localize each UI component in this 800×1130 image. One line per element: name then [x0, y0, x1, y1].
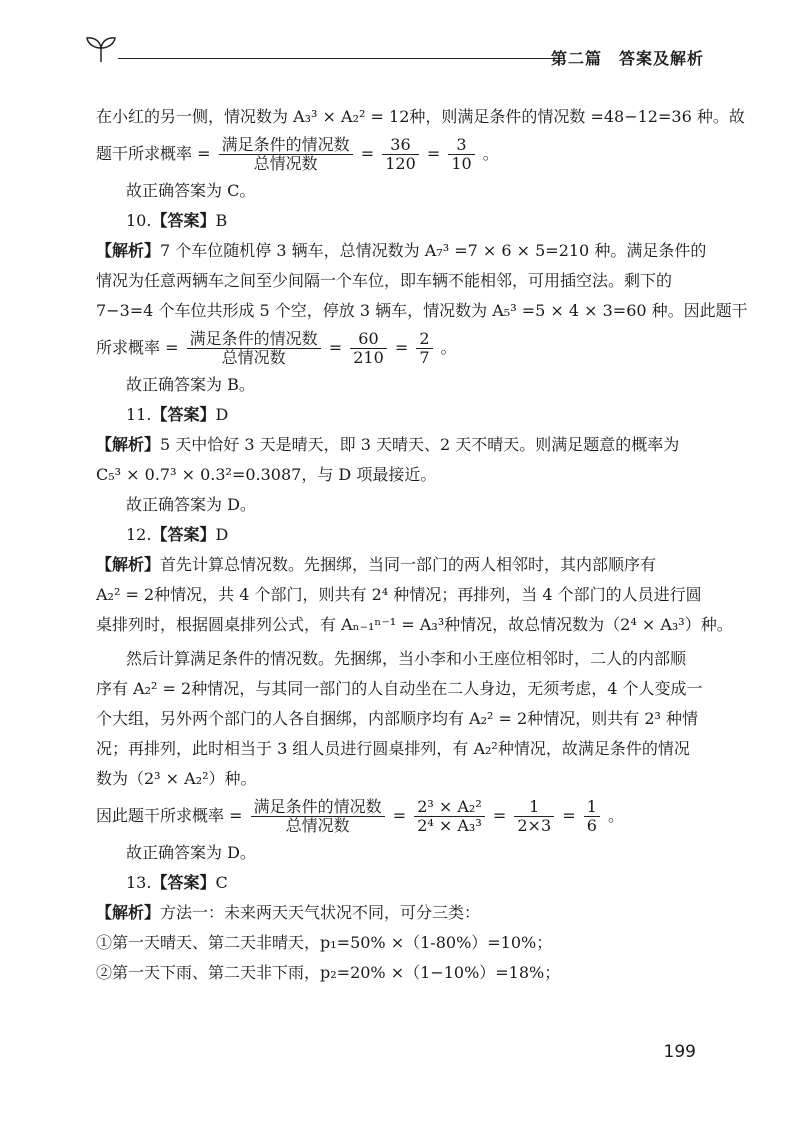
probability-formula: 因此题干所求概率 = $\frac{\text{满足条件的情况数}}{\text{总情况数}}$ = $\frac{\text{2³ × A₂²}}{\text{2⁴ × A₃³}}$ = $\frac{1}{2\times 3}$ = $\frac{1}{6}$ 。	[96, 797, 625, 835]
fraction: $\frac{2}{7}$	[416, 330, 432, 367]
answer-heading-12: 12.【答案】D	[126, 525, 229, 544]
conclusion: 故正确答案为 D。	[126, 843, 256, 862]
text-line: 在小红的另一侧，情况数为 A₃³ × A₂² = 12种，则满足条件的情况数 =48−12=36 种。故	[96, 107, 745, 126]
text-line: 个大组，另外两个部门的人各自捆绑，内部顺序均有 A₂² = 2种情况，则共有 2³ 种情	[96, 709, 698, 728]
text-line: A₂² = 2种情况，共 4 个部门，则共有 2⁴ 种情况；再排列，当 4 个部门的人员进行圆	[96, 585, 702, 604]
text-line: 7−3=4 个车位共形成 5 个空，停放 3 辆车，情况数为 A₅³ =5 × 4 × 3=60 种。因此题干	[96, 301, 748, 320]
text-line: C₅³ × 0.7³ × 0.3²=0.3087，与 D 项最接近。	[96, 465, 437, 484]
text-line: ①第一天晴天、第二天非晴天，p₁=50% ×（1-80%）=10%；	[96, 933, 553, 952]
text-line: 【解析】7 个车位随机停 3 辆车，总情况数为 A₇³ =7 × 6 × 5=210 种。满足条件的	[96, 241, 707, 260]
page-body	[96, 102, 748, 988]
fraction: $\frac{60}{210}$	[350, 330, 387, 367]
sprout-icon	[84, 34, 118, 64]
fraction: $\frac{3}{10}$	[448, 136, 474, 173]
fraction: $\frac{36}{120}$	[382, 136, 419, 173]
answer-heading-10: 10.【答案】B	[126, 211, 228, 230]
answer-heading-13: 13.【答案】C	[126, 873, 228, 892]
page-header	[84, 34, 704, 68]
text-line: 【解析】方法一：未来两天天气状况不同，可分三类：	[96, 903, 481, 922]
text-line: 情况为任意两辆车之间至少间隔一个车位，即车辆不能相邻，可用插空法。剩下的	[96, 271, 673, 290]
fraction: $\frac{\text{满足条件的情况数}}{\text{总情况数}}$	[219, 136, 353, 173]
text-line: 【解析】5 天中恰好 3 天是晴天，即 3 天晴天、2 天不晴天。则满足题意的概率为	[96, 435, 680, 454]
probability-formula: 所求概率 = $\frac{\text{满足条件的情况数}}{\text{总情况数}}$ = $\frac{60}{210}$ = $\frac{2}{7}$ 。	[96, 329, 457, 367]
probability-formula: 题干所求概率 = $\frac{\text{满足条件的情况数}}{\text{总情况数}}$ = $\frac{36}{120}$ = $\frac{3}{10}$ 。	[96, 135, 499, 173]
conclusion: 故正确答案为 B。	[126, 375, 255, 394]
page-number: 199	[663, 1042, 696, 1062]
text-line: ②第一天下雨、第二天非下雨，p₂=20% ×（1−10%）=18%；	[96, 963, 561, 982]
text-line: 况；再排列，此时相当于 3 组人员进行圆桌排列，有 A₂²种情况，故满足条件的情况	[96, 739, 690, 758]
text-line: 【解析】首先计算总情况数。先捆绑，当同一部门的两人相邻时，其内部顺序有	[96, 555, 657, 574]
header-rule	[118, 58, 562, 59]
section-title: 第二篇 答案及解析	[550, 49, 704, 68]
text-line: 数为（2³ × A₂²）种。	[96, 769, 257, 788]
answer-heading-11: 11.【答案】D	[126, 405, 229, 424]
fraction: $\frac{1}{6}$	[584, 798, 600, 835]
fraction: $\frac{1}{2\times 3}$	[514, 798, 554, 835]
text-line: 桌排列时，根据圆桌排列公式，有 Aₙ₋₁ⁿ⁻¹ = A₃³种情况，故总情况数为（2⁴ × A₃³）种。	[96, 615, 733, 634]
conclusion: 故正确答案为 D。	[126, 495, 256, 514]
fraction: $\frac{\text{满足条件的情况数}}{\text{总情况数}}$	[187, 330, 321, 367]
fraction: $\frac{\text{满足条件的情况数}}{\text{总情况数}}$	[251, 798, 385, 835]
text-line: 序有 A₂² = 2种情况，与其同一部门的人自动坐在二人身边，无须考虑，4 个人变成一	[96, 679, 703, 698]
fraction: $\frac{\text{2³ × A₂²}}{\text{2⁴ × A₃³}}$	[414, 798, 485, 835]
conclusion: 故正确答案为 C。	[126, 181, 256, 200]
text-line: 然后计算满足条件的情况数。先捆绑，当小李和小王座位相邻时，二人的内部顺	[126, 649, 687, 668]
